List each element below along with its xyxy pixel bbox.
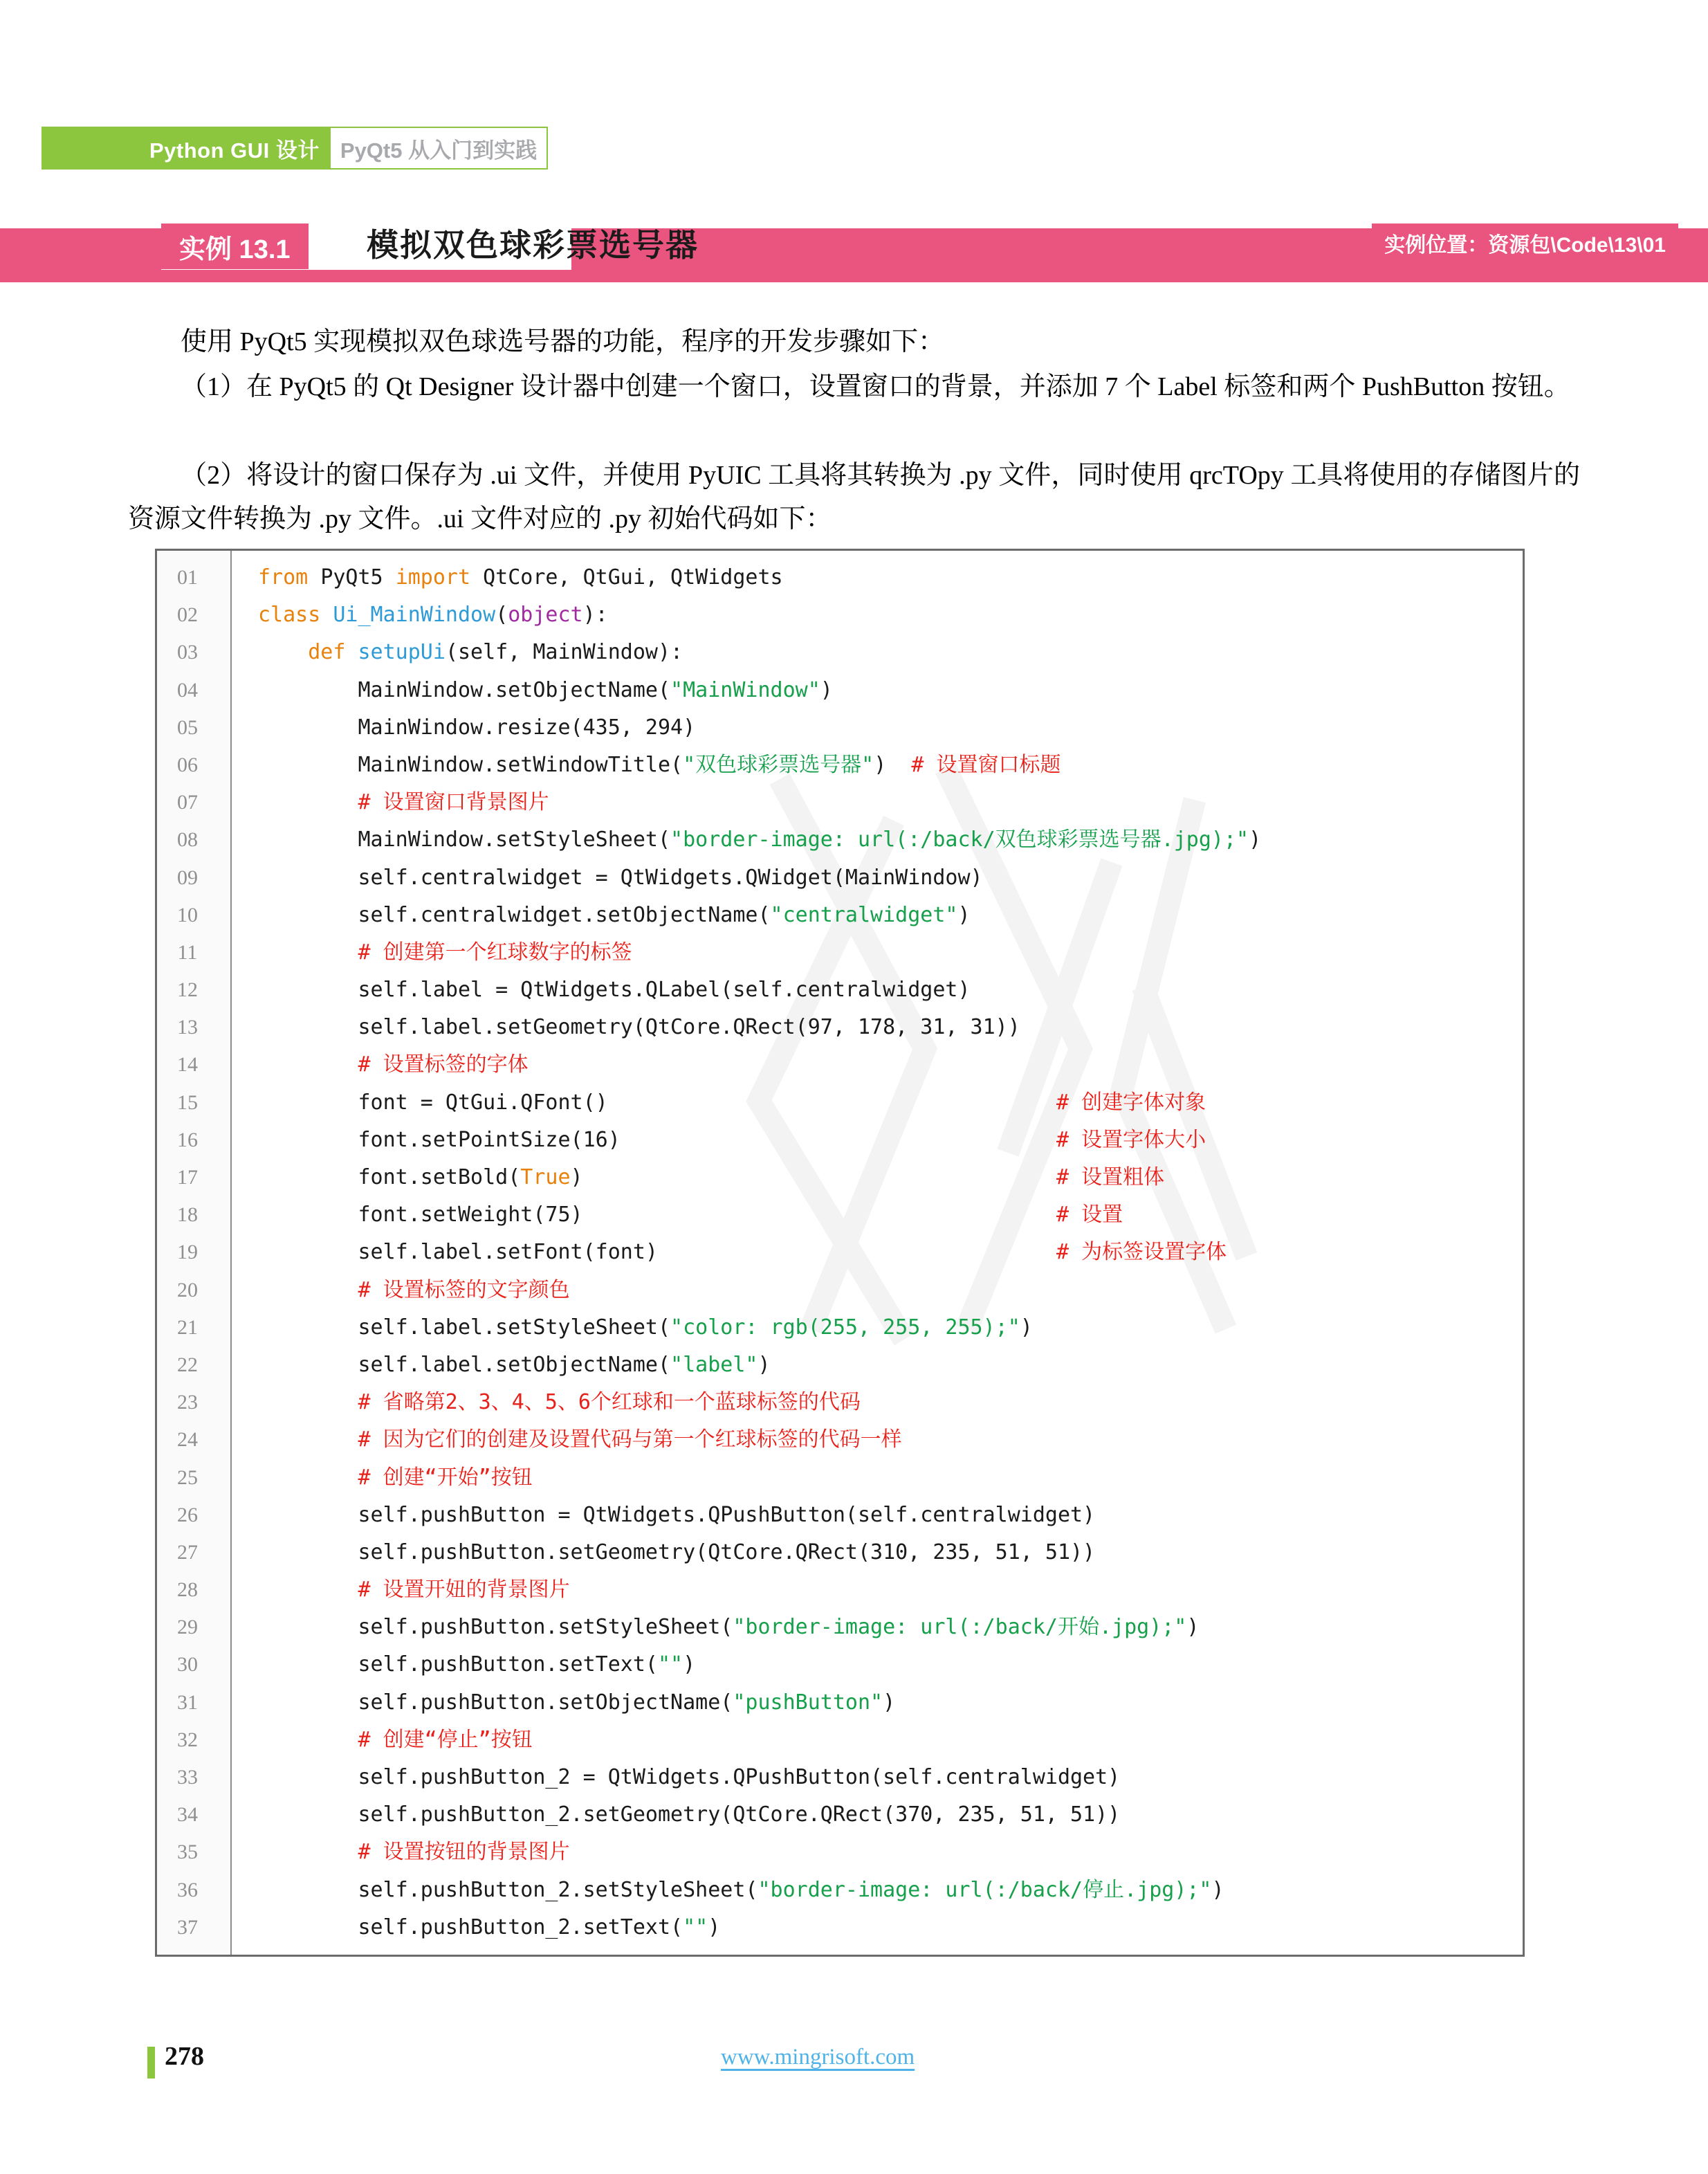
- code-line-content: [258, 1609, 1199, 1646]
- code-token: # 设置窗口背景图片: [358, 790, 549, 815]
- code-line-content: [258, 1721, 533, 1759]
- running-head-book-title: PyQt5 从入门到实践: [340, 138, 538, 163]
- code-line: [157, 897, 1523, 934]
- code-line-content: [258, 897, 971, 934]
- code-line-content: [258, 1384, 861, 1421]
- code-line-number: 12: [177, 978, 198, 1002]
- code-line-number: 13: [177, 1016, 198, 1039]
- code-token: ): [570, 1165, 583, 1189]
- code-line: [157, 1346, 1523, 1384]
- code-line: [157, 1234, 1523, 1271]
- code-trailing-comment: # 设置: [1056, 1203, 1123, 1227]
- code-token: PyQt5: [320, 565, 396, 590]
- code-token: [258, 1465, 358, 1490]
- code-token: class: [258, 603, 333, 628]
- code-line-content: [258, 1759, 1120, 1796]
- code-token: "双色球彩票选号器": [683, 752, 874, 777]
- code-token: self.centralwidget = QtWidgets.QWidget(MainWindow): [258, 865, 983, 890]
- code-line: [157, 1571, 1523, 1609]
- code-line: [157, 1872, 1523, 1909]
- step-2-paragraph: [128, 454, 1580, 541]
- code-line-content: [258, 1534, 1095, 1571]
- code-token: # 设置窗口标题: [911, 752, 1061, 777]
- code-line-content: [258, 1122, 621, 1159]
- code-line: [157, 1909, 1523, 1946]
- code-line-content: [258, 709, 695, 747]
- code-token: [258, 1390, 358, 1414]
- code-token: ): [820, 677, 833, 702]
- code-line: [157, 1609, 1523, 1646]
- code-line-content: [258, 1796, 1120, 1834]
- page-number: 278: [165, 2042, 204, 2071]
- code-line-content: [258, 1234, 658, 1271]
- code-token: self.label.setObjectName(: [258, 1352, 671, 1377]
- code-line: [157, 1009, 1523, 1046]
- code-line: [157, 1384, 1523, 1421]
- code-token: "border-image: url(:/back/停止.jpg);": [757, 1877, 1212, 1902]
- code-listing: [155, 549, 1525, 1957]
- code-line-number: 30: [177, 1653, 198, 1677]
- code-line: [157, 1122, 1523, 1159]
- running-head-book-series: Python GUI 设计: [149, 138, 320, 163]
- code-line-content: [258, 1009, 1020, 1046]
- code-line: [157, 821, 1523, 859]
- code-token: ): [1249, 828, 1262, 852]
- code-token: [258, 1578, 358, 1602]
- code-trailing-comment: # 设置字体大小: [1056, 1127, 1206, 1152]
- code-token: # 省略第2、3、4、5、6个红球和一个蓝球标签的代码: [358, 1390, 861, 1415]
- code-token: # 设置标签的字体: [358, 1052, 529, 1077]
- code-line-content: [258, 634, 683, 671]
- code-line-number: 03: [177, 641, 198, 664]
- code-line-number: 08: [177, 828, 198, 852]
- code-token: ): [757, 1352, 771, 1377]
- code-line-content: [258, 859, 983, 897]
- code-line-number: 26: [177, 1503, 198, 1526]
- code-line-content: [258, 1571, 570, 1609]
- code-line-content: [258, 596, 608, 634]
- code-line-number: 25: [177, 1465, 198, 1489]
- code-line: [157, 1196, 1523, 1234]
- code-token: ): [1020, 1315, 1033, 1340]
- running-head-green-block: [42, 127, 331, 170]
- code-token: # 创建“停止”按钮: [358, 1727, 533, 1752]
- code-token: self.pushButton.setText(: [258, 1652, 658, 1677]
- code-token: "label": [670, 1352, 758, 1377]
- paragraph-text: （1）在 PyQt5 的 Qt Designer 设计器中创建一个窗口，设置窗口的背景，并添加 7 个 Label 标签和两个 PushButton 按钮。: [181, 372, 1570, 401]
- code-token: Ui_MainWindow: [333, 603, 496, 628]
- code-line: [157, 1534, 1523, 1571]
- code-token: [258, 940, 358, 965]
- code-line-content: [258, 1646, 695, 1683]
- code-token: # 创建第一个红球数字的标签: [358, 940, 632, 965]
- code-token: self.pushButton_2.setText(: [258, 1915, 683, 1939]
- code-token: # 因为它们的创建及设置代码与第一个红球标签的代码一样: [358, 1427, 902, 1452]
- code-line-content: [258, 1872, 1224, 1909]
- code-token: font.setWeight(75): [258, 1203, 583, 1227]
- code-token: [258, 1052, 358, 1077]
- code-token: "border-image: url(:/back/双色球彩票选号器.jpg);": [670, 828, 1249, 852]
- code-token: self.pushButton.setStyleSheet(: [258, 1615, 733, 1640]
- code-line-content: [258, 1834, 570, 1871]
- code-line-content: [258, 1346, 771, 1384]
- code-token: True: [520, 1165, 571, 1189]
- code-token: self.label = QtWidgets.QLabel(self.centralwidget): [258, 978, 971, 1003]
- footer-page-marker: [147, 2047, 155, 2079]
- code-line-number: 01: [177, 566, 198, 589]
- code-line-number: 36: [177, 1878, 198, 1901]
- code-token: # 设置开妞的背景图片: [358, 1578, 570, 1602]
- code-token: self.pushButton = QtWidgets.QPushButton(self.centralwidget): [258, 1502, 1096, 1527]
- code-line-number: 23: [177, 1391, 198, 1414]
- code-token: ): [874, 752, 912, 777]
- code-token: "MainWindow": [670, 677, 820, 702]
- code-line: [157, 934, 1523, 971]
- code-lines-container: [157, 551, 1523, 1946]
- code-line: [157, 1721, 1523, 1759]
- code-line: [157, 747, 1523, 784]
- code-line: [157, 1834, 1523, 1871]
- code-line-content: [258, 1909, 720, 1946]
- code-token: def: [308, 640, 358, 665]
- publisher-website-link[interactable]: www.mingrisoft.com: [721, 2045, 915, 2070]
- code-token: self.pushButton.setGeometry(QtCore.QRect(310, 235, 51, 51)): [258, 1540, 1096, 1564]
- code-line-content: [258, 934, 632, 971]
- code-line-number: 35: [177, 1840, 198, 1864]
- code-line: [157, 1159, 1523, 1196]
- code-line-content: [258, 784, 549, 821]
- code-token: [258, 790, 358, 814]
- code-line-number: 17: [177, 1166, 198, 1189]
- code-line: [157, 1272, 1523, 1309]
- code-token: object: [508, 603, 583, 628]
- code-line-number: 24: [177, 1428, 198, 1452]
- code-line-number: 11: [177, 940, 198, 964]
- code-token: MainWindow.setStyleSheet(: [258, 828, 671, 852]
- code-token: import: [395, 565, 484, 590]
- code-line: [157, 1084, 1523, 1122]
- code-token: ): [1211, 1877, 1224, 1902]
- code-token: self.centralwidget.setObjectName(: [258, 902, 771, 927]
- code-token: self.label.setGeometry(QtCore.QRect(97, 178, 31, 31)): [258, 1015, 1020, 1040]
- code-line-content: [258, 672, 833, 709]
- code-line-number: 32: [177, 1728, 198, 1751]
- code-line-number: 28: [177, 1578, 198, 1602]
- code-token: from: [258, 565, 321, 590]
- code-token: "": [657, 1652, 683, 1677]
- code-line: [157, 1421, 1523, 1459]
- code-token: [258, 1728, 358, 1752]
- code-line-content: [258, 559, 783, 596]
- code-token: ): [683, 1652, 696, 1677]
- code-token: QtCore, QtGui, QtWidgets: [483, 565, 783, 590]
- code-line: [157, 1309, 1523, 1346]
- code-token: self.pushButton.setObjectName(: [258, 1690, 733, 1715]
- code-line-number: 20: [177, 1278, 198, 1301]
- code-line: [157, 1759, 1523, 1796]
- code-token: (self, MainWindow):: [445, 640, 683, 665]
- code-trailing-comment: # 为标签设置字体: [1056, 1240, 1227, 1265]
- code-trailing-comment: # 设置粗体: [1056, 1165, 1165, 1189]
- code-line-number: 37: [177, 1915, 198, 1939]
- code-line-content: [258, 1196, 583, 1234]
- code-line-number: 31: [177, 1690, 198, 1714]
- code-token: ): [1186, 1615, 1200, 1640]
- example-heading: [0, 228, 1708, 282]
- code-token: "border-image: url(:/back/开始.jpg);": [733, 1615, 1187, 1640]
- code-token: self.pushButton_2.setGeometry(QtCore.QRect(370, 235, 51, 51)): [258, 1802, 1121, 1827]
- code-token: setupUi: [358, 640, 446, 665]
- code-line-number: 02: [177, 603, 198, 627]
- code-token: font.setPointSize(16): [258, 1127, 621, 1152]
- code-token: "pushButton": [733, 1690, 883, 1715]
- code-line-number: 09: [177, 866, 198, 889]
- intro-paragraph: [128, 320, 1580, 364]
- running-head: [42, 127, 548, 170]
- code-token: ): [883, 1690, 896, 1715]
- code-line-content: [258, 1497, 1095, 1534]
- code-token: MainWindow.resize(435, 294): [258, 715, 696, 740]
- code-token: [258, 1278, 358, 1302]
- paragraph-text: （2）将设计的窗口保存为 .ui 文件，并使用 PyUIC 工具将其转换为 .py 文件，同时使用 qrcTOpy 工具将使用的存储图片的资源文件转换为 .py 文件。.ui 文件对应的 .py 初始代码如下：: [128, 461, 1580, 533]
- code-line: [157, 859, 1523, 897]
- code-line-content: [258, 1046, 529, 1084]
- code-line-number: 14: [177, 1053, 198, 1077]
- code-token: # 创建“开始”按钮: [358, 1465, 533, 1490]
- code-line-number: 34: [177, 1803, 198, 1827]
- code-token: "": [683, 1915, 708, 1939]
- code-line-number: 06: [177, 753, 198, 776]
- code-line: [157, 709, 1523, 747]
- running-head-white-block: [331, 127, 548, 170]
- code-token: self.label.setFont(font): [258, 1240, 658, 1265]
- code-line: [157, 596, 1523, 634]
- example-number-label: 实例 13.1: [179, 235, 291, 264]
- code-line-content: [258, 1272, 570, 1309]
- code-line: [157, 971, 1523, 1009]
- code-token: "centralwidget": [770, 902, 958, 927]
- page-title: 模拟双色球彩票选号器: [367, 226, 699, 264]
- code-line-content: [258, 971, 971, 1009]
- code-token: ): [957, 902, 971, 927]
- code-line-content: [258, 747, 1061, 784]
- code-token: # 设置按钮的背景图片: [358, 1840, 570, 1865]
- code-line-content: [258, 1459, 533, 1497]
- code-line-content: [258, 1309, 1033, 1346]
- code-token: font = QtGui.QFont(): [258, 1090, 608, 1115]
- code-token: ):: [582, 603, 608, 628]
- code-line-content: [258, 1421, 902, 1459]
- code-line-number: 18: [177, 1203, 198, 1227]
- code-line: [157, 559, 1523, 596]
- code-token: self.pushButton_2 = QtWidgets.QPushButton(self.centralwidget): [258, 1765, 1121, 1789]
- code-line: [157, 784, 1523, 821]
- code-token: MainWindow.setWindowTitle(: [258, 752, 683, 777]
- code-line-number: 07: [177, 791, 198, 814]
- code-line-number: 16: [177, 1128, 198, 1151]
- code-trailing-comment: # 创建字体对象: [1056, 1090, 1206, 1115]
- code-line-number: 05: [177, 715, 198, 739]
- code-token: font.setBold(: [258, 1165, 521, 1189]
- code-token: "color: rgb(255, 255, 255);": [670, 1315, 1020, 1340]
- code-line-number: 15: [177, 1090, 198, 1114]
- code-token: [258, 1427, 358, 1452]
- code-line-number: 04: [177, 678, 198, 702]
- code-token: # 设置标签的文字颜色: [358, 1277, 570, 1302]
- code-line-number: 33: [177, 1766, 198, 1789]
- code-line: [157, 1796, 1523, 1834]
- code-line: [157, 1459, 1523, 1497]
- code-line: [157, 1497, 1523, 1534]
- step-1-paragraph: [128, 365, 1580, 409]
- code-line-number: 29: [177, 1616, 198, 1639]
- code-line-content: [258, 1084, 608, 1122]
- code-line-number: 22: [177, 1353, 198, 1376]
- example-location-badge: [1372, 223, 1678, 262]
- code-line-content: [258, 1159, 583, 1196]
- code-line-number: 19: [177, 1241, 198, 1264]
- code-line: [157, 1646, 1523, 1683]
- code-token: self.pushButton_2.setStyleSheet(: [258, 1877, 758, 1902]
- code-line-content: [258, 821, 1261, 859]
- code-line-number: 27: [177, 1540, 198, 1564]
- code-token: [258, 640, 308, 664]
- code-token: self.label.setStyleSheet(: [258, 1315, 671, 1340]
- code-line: [157, 672, 1523, 709]
- code-line-number: 21: [177, 1315, 198, 1339]
- code-line: [157, 634, 1523, 671]
- code-line: [157, 1684, 1523, 1721]
- code-token: ): [708, 1915, 721, 1939]
- code-line-number: 10: [177, 903, 198, 926]
- code-line-content: [258, 1684, 895, 1721]
- paragraph-text: 使用 PyQt5 实现模拟双色球选号器的功能，程序的开发步骤如下：: [181, 327, 945, 356]
- example-location-label: 实例位置：资源包\Code\13\01: [1384, 233, 1666, 257]
- code-token: (: [495, 603, 508, 628]
- example-number-badge: [161, 223, 309, 269]
- code-token: [258, 1840, 358, 1864]
- code-line: [157, 1046, 1523, 1084]
- code-token: MainWindow.setObjectName(: [258, 677, 671, 702]
